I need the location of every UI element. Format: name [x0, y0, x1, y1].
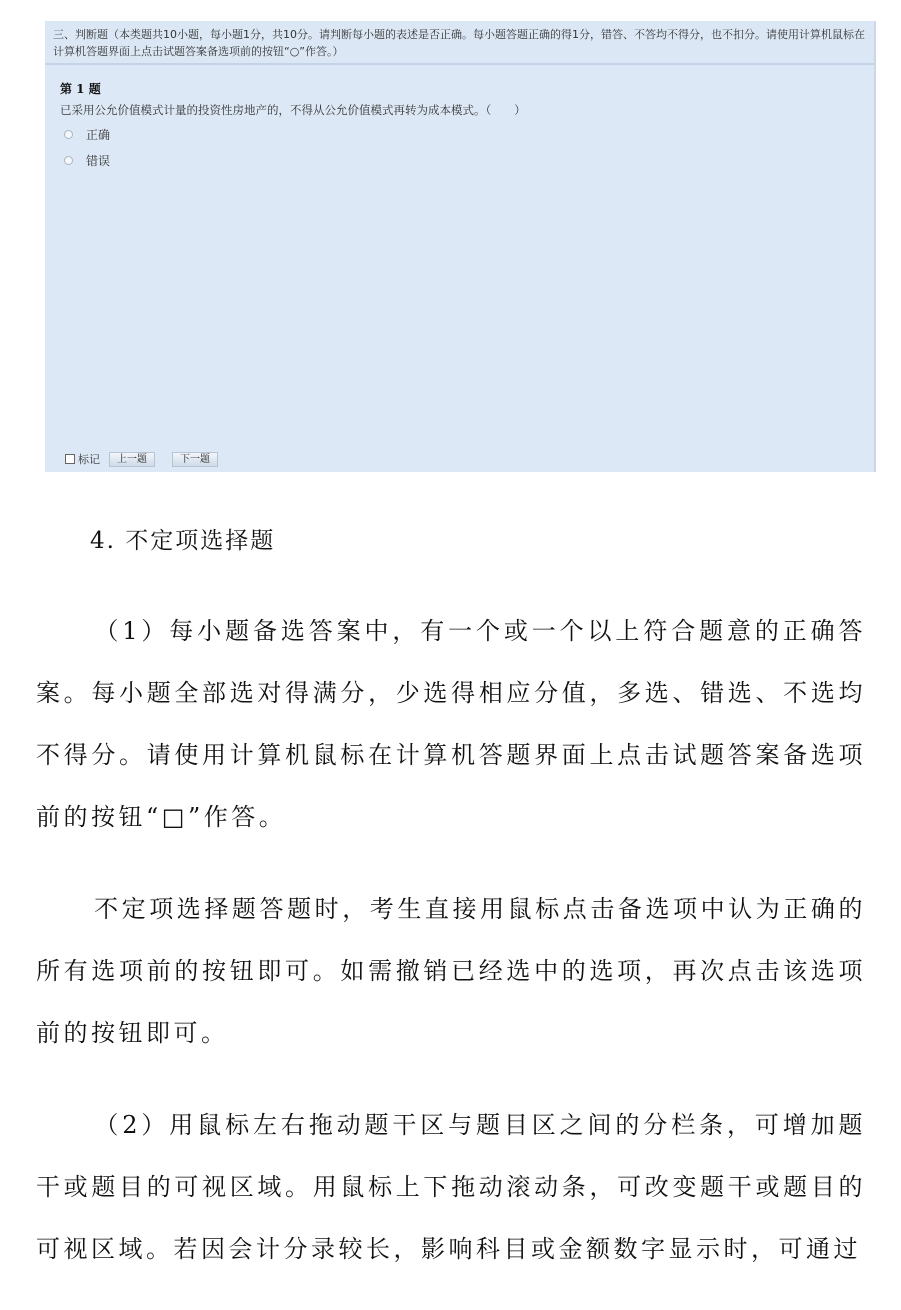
option-label: 错误 — [86, 153, 111, 168]
mark-checkbox[interactable] — [65, 454, 75, 464]
question-stem: 已采用公允价值模式计量的投资性房地产的，不得从公允价值模式再转为成本模式。（ ） — [60, 103, 526, 117]
previous-question-button[interactable]: 上一题 — [109, 452, 155, 467]
option-label: 正确 — [86, 127, 111, 142]
radio-button-icon[interactable] — [64, 130, 73, 139]
paragraph — [36, 1094, 866, 1280]
paragraph-text: （2）用鼠标左右拖动题干区与题目区之间的分栏条，可增加题干或题目的可视区域。用鼠标上下拖动滚动条，可改变题干或题目的可视区域。若因会计分录较长，影响科目或金额数字显示时，可通过 — [36, 1111, 866, 1263]
option-true[interactable] — [60, 121, 864, 147]
paragraph-text: （1）每小题备选答案中，有一个或一个以上符合题意的正确答案。每小题全部选对得满分，少选得相应分值，多选、错选、不选均不得分。请使用计算机鼠标在计算机答题界面上点击试题答案备选项前的按钮“□”作答。 — [36, 617, 866, 831]
section-instructions: 三、判断题（本类题共10小题，每小题1分，共10分。请判断每小题的表述是否正确。每小题答题正确的得1分，错答、不答均不得分，也不扣分。请使用计算机鼠标在计算机答题界面上点击试题答案备选项前的按钮“○”作答。） — [45, 21, 874, 65]
question-area — [60, 80, 864, 173]
question-number: 第 1 题 — [60, 82, 101, 96]
mark-label: 标记 — [78, 453, 100, 466]
next-question-button[interactable]: 下一题 — [172, 452, 218, 467]
paragraph — [36, 600, 866, 848]
paragraph — [36, 878, 866, 1064]
option-false[interactable] — [60, 147, 864, 173]
paragraph-text: 不定项选择题答题时，考生直接用鼠标点击备选项中认为正确的所有选项前的按钮即可。如需撤销已经选中的选项，再次点击该选项前的按钮即可。 — [36, 895, 866, 1047]
section-heading: 4. 不定项选择题 — [90, 528, 276, 554]
question-footer — [65, 451, 218, 467]
exam-answer-panel — [45, 21, 876, 472]
radio-button-icon[interactable] — [64, 156, 73, 165]
